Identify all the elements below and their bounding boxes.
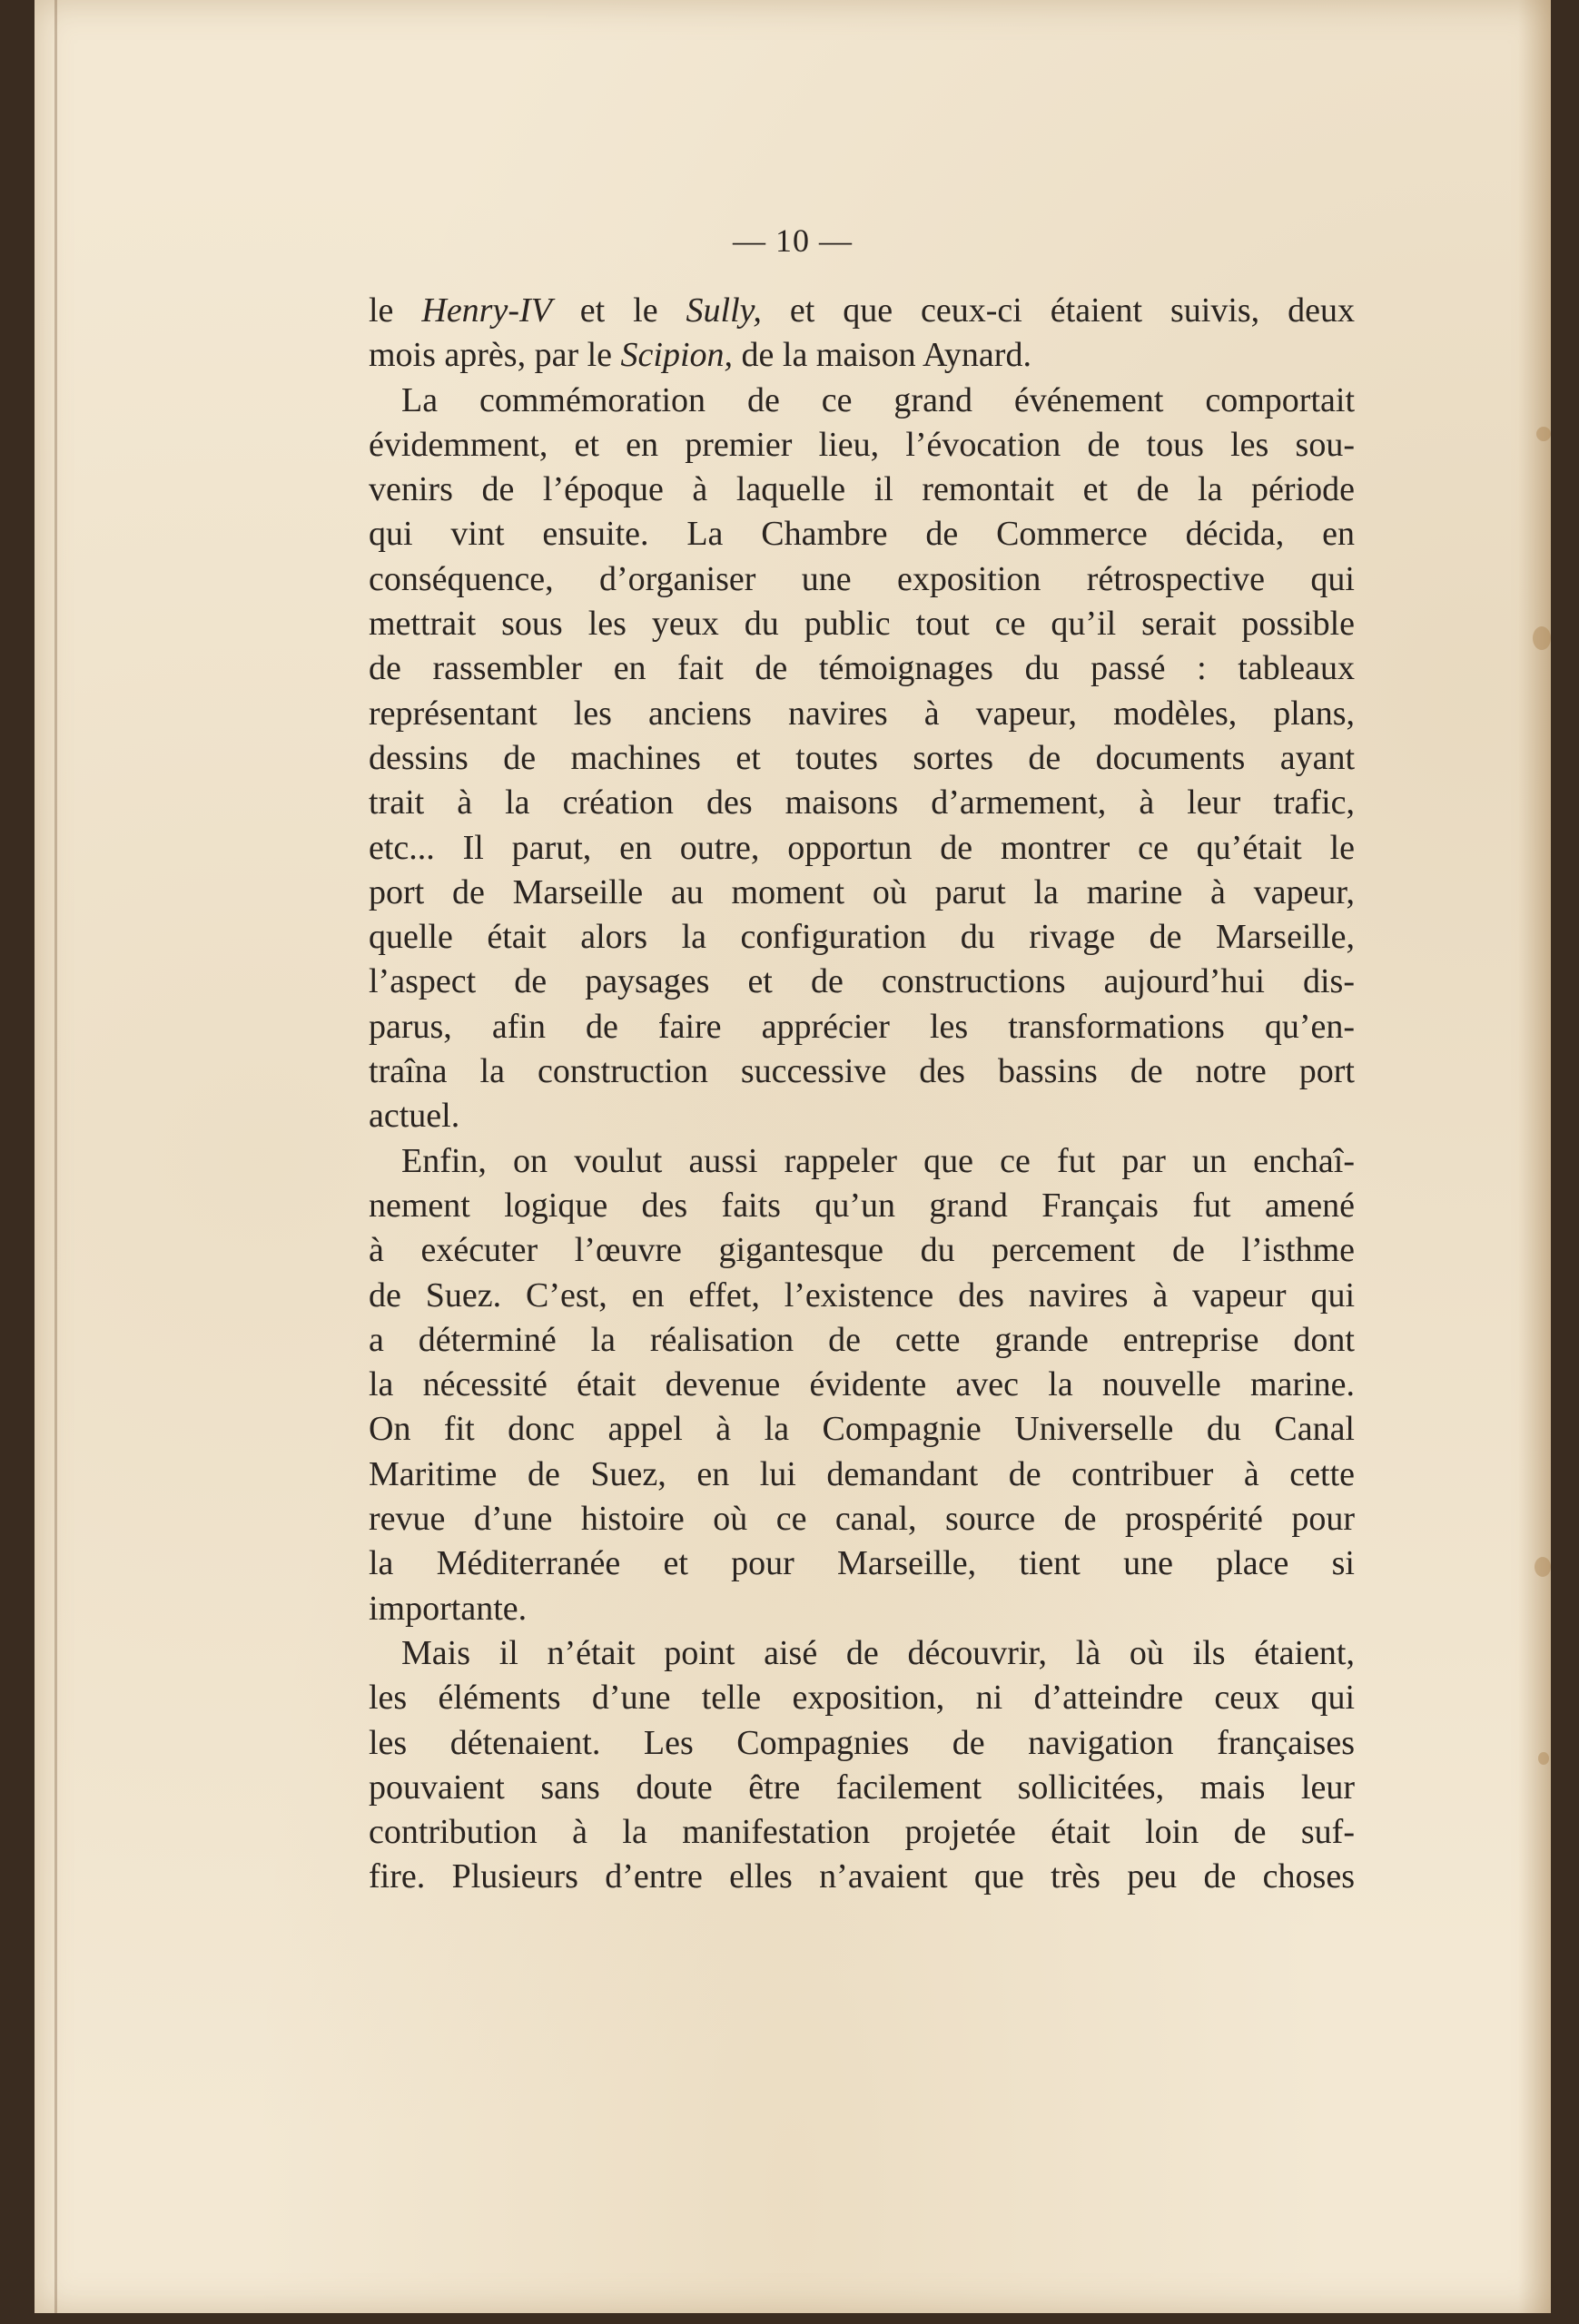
text-segment: port de Marseille au moment où parut la marine à vapeur, [369,872,1355,911]
text-line [369,1766,1355,1810]
text-line [369,423,1355,468]
text-segment: de la maison Aynard. [733,336,1031,375]
text-line [369,1005,1355,1049]
text-segment: qui vint ensuite. La Chambre de Commerce décida, en [369,515,1355,554]
text-segment: quelle était alors la configuration du rivage de Marseille, [369,918,1355,957]
text-segment: a déterminé la réalisation de cette grande entreprise dont [369,1320,1355,1359]
text-line [369,736,1355,781]
text-segment: mettrait sous les yeux du public tout ce qu’il serait possible [369,605,1355,644]
page-edge-shadow [1518,0,1551,2313]
text-segment: Maritime de Suez, en lui demandant de contribuer à cette [369,1454,1355,1493]
text-segment: On fit donc appel à la Compagnie Universelle du Canal [369,1410,1355,1449]
text-line [369,871,1355,915]
text-segment: importante. [369,1589,528,1628]
text-line [369,960,1355,1004]
text-segment: conséquence, d’organiser une exposition rétrospective qui [369,559,1355,598]
text-line [369,1452,1355,1497]
text-segment: la Méditerranée et pour Marseille, tient une place si [369,1544,1355,1583]
text-segment: pouvaient sans doute être facilement sollicitées, mais leur [369,1768,1355,1807]
text-line [369,1094,1355,1138]
text-segment: venirs de l’époque à laquelle il remontait et de la période [369,470,1355,509]
text-line [369,646,1355,691]
text-segment: La commémoration de ce grand événement comportait [401,380,1355,419]
book-page [35,0,1551,2313]
text-line [369,826,1355,871]
foxing-spot [1535,1557,1551,1577]
foxing-spot [1533,626,1551,650]
text-line [369,1810,1355,1855]
text-line [369,379,1355,423]
text-segment: les détenaient. Les Compagnies de navigation françaises [369,1723,1355,1762]
text-line [369,333,1355,378]
italic-ship-name: Scipion, [620,336,734,375]
text-line [369,781,1355,825]
text-line [369,1184,1355,1228]
text-segment: représentant les anciens navires à vapeur, modèles, plans, [369,694,1355,733]
text-line [369,1363,1355,1407]
text-line [369,1855,1355,1899]
text-line [369,1497,1355,1541]
text-line [369,1407,1355,1452]
text-line [369,1228,1355,1273]
text-line [369,1721,1355,1766]
text-line [369,1274,1355,1318]
text-line [369,1139,1355,1184]
text-line [369,1587,1355,1631]
text-segment: dessins de machines et toutes sortes de documents ayant [369,738,1355,777]
text-segment: à exécuter l’œuvre gigantesque du percement de l’isthme [369,1231,1355,1270]
text-segment: le [369,291,422,330]
body-text [369,289,1355,1900]
text-segment: de Suez. C’est, en effet, l’existence des navires à vapeur qui [369,1275,1355,1315]
text-segment: les éléments d’une telle exposition, ni d’atteindre ceux qui [369,1679,1355,1718]
text-line [369,468,1355,512]
text-segment: revue d’une histoire où ce canal, source de prospérité pour [369,1500,1355,1539]
text-segment: et que ceux-ci étaient suivis, deux [761,291,1355,330]
text-segment: Enfin, on voulut aussi rappeler que ce fut par un enchaî- [401,1141,1355,1180]
text-line [369,1049,1355,1094]
italic-ship-name: Henry-IV [421,291,552,330]
text-segment: de rassembler en fait de témoignages du passé : tableaux [369,649,1355,688]
foxing-spot [1538,1752,1549,1765]
text-segment: parus, afin de faire apprécier les transformations qu’en- [369,1007,1355,1046]
text-line [369,915,1355,960]
text-segment: etc... Il parut, en outre, opportun de montrer ce qu’était le [369,828,1355,867]
text-line [369,692,1355,736]
foxing-spot [1536,427,1551,441]
text-segment: évidemment, et en premier lieu, l’évocation de tous les sou- [369,425,1355,464]
text-segment: nement logique des faits qu’un grand Français fut amené [369,1186,1355,1225]
text-line [369,557,1355,602]
text-segment: mois après, par le [369,336,621,375]
text-line [369,289,1355,333]
text-segment: contribution à la manifestation projetée était loin de suf- [369,1813,1355,1852]
text-line [369,1676,1355,1720]
text-line [369,1631,1355,1676]
text-line [369,1318,1355,1363]
text-segment: fire. Plusieurs d’entre elles n’avaient que très peu de choses [369,1857,1355,1896]
text-segment: actuel. [369,1097,460,1136]
spine-binding-line [54,0,57,2313]
text-segment: Mais il n’était point aisé de découvrir, là où ils étaient, [401,1633,1355,1672]
text-line [369,512,1355,556]
text-segment: trait à la création des maisons d’armement, à leur trafic, [369,783,1355,822]
text-segment: la nécessité était devenue évidente avec la nouvelle marine. [369,1365,1355,1404]
text-segment: et le [551,291,686,330]
text-segment: l’aspect de paysages et de constructions aujourd’hui dis- [369,962,1355,1001]
text-line [369,602,1355,646]
text-segment: traîna la construction successive des bassins de notre port [369,1052,1355,1091]
text-line [369,1541,1355,1586]
italic-ship-name: Sully, [686,291,762,330]
page-number: — 10 — [733,222,853,259]
